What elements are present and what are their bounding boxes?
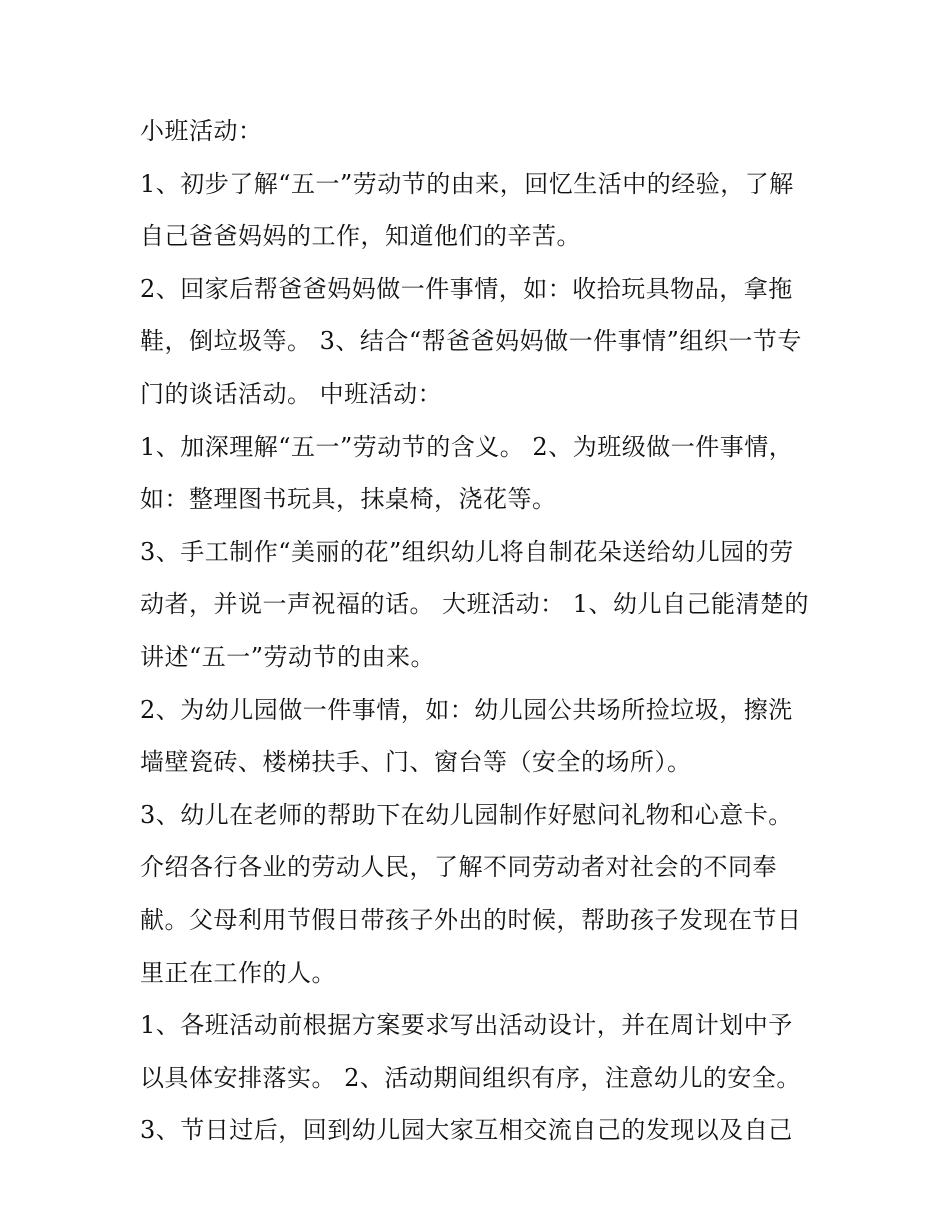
text-line: 3、手工制作“美丽的花”组织幼儿将自制花朵送给幼儿园的劳: [140, 537, 794, 566]
text-line: 1、初步了解“五一”劳动节的由来，回忆生活中的经验，了解: [140, 169, 794, 198]
text-line: 小班活动：: [140, 117, 263, 145]
text-line: 1、各班活动前根据方案要求写出活动设计，并在周计划中予: [140, 1011, 793, 1040]
text-line: 3、节日过后，回到幼儿园大家互相交流自己的发现以及自己: [140, 1116, 793, 1145]
text-line: 里正在工作的人。: [140, 958, 336, 987]
text-line: 墙壁瓷砖、楼梯扶手、门、窗台等（安全的场所）。: [140, 748, 692, 777]
text-line: 讲述“五一”劳动节的由来。: [140, 642, 436, 671]
text-line: 如：整理图书玩具，抹桌椅，浇花等。: [140, 485, 557, 514]
text-line: 2、回家后帮爸爸妈妈做一件事情，如：收拾玩具物品，拿拖: [140, 274, 793, 303]
text-line: 1、加深理解“五一”劳动节的含义。 2、为班级做一件事情，: [140, 432, 794, 461]
text-line: 3、幼儿在老师的帮助下在幼儿园制作好慰问礼物和心意卡。: [140, 800, 793, 829]
text-line: 以具体安排落实。 2、活动期间组织有序，注意幼儿的安全。: [140, 1063, 801, 1092]
document-body: [140, 108, 820, 1160]
text-line: 自己爸爸妈妈的工作，知道他们的辛苦。: [140, 222, 581, 251]
text-line: 鞋，倒垃圾等。 3、结合“帮爸爸妈妈做一件事情”组织一节专: [140, 327, 802, 356]
text-line: 介绍各行各业的劳动人民，了解不同劳动者对社会的不同奉: [140, 853, 777, 882]
text-line: 门的谈话活动。 中班活动：: [140, 379, 443, 408]
text-line: 2、为幼儿园做一件事情，如：幼儿园公共场所捡垃圾，擦洗: [140, 695, 793, 724]
text-line: 动者，并说一声祝福的话。 大班活动： 1、幼儿自己能清楚的: [140, 590, 810, 619]
text-line: 献。父母利用节假日带孩子外出的时候，帮助孩子发现在节日: [140, 905, 802, 934]
